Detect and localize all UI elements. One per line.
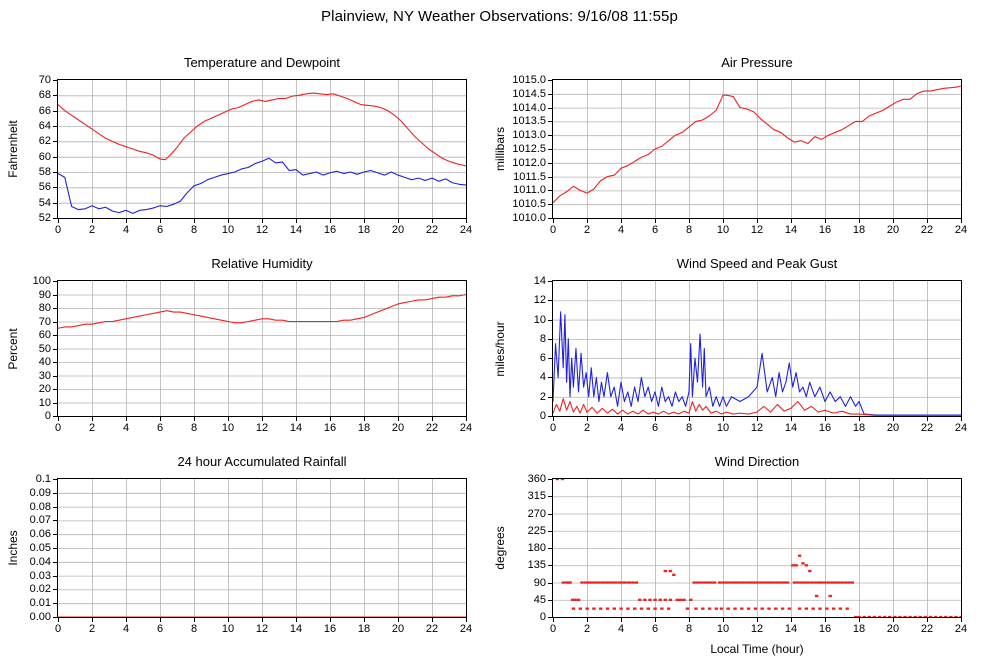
y-tick-mark bbox=[53, 479, 57, 480]
y-tick-label: 68 bbox=[38, 89, 51, 102]
y-tick-label: 1014.0 bbox=[512, 101, 546, 114]
y-tick-label: 135 bbox=[527, 559, 546, 572]
x-tick-label: 6 bbox=[651, 224, 659, 236]
y-tick-label: 1011.0 bbox=[513, 184, 546, 197]
x-tick-label: 2 bbox=[583, 422, 591, 434]
y-tick-mark bbox=[548, 496, 552, 497]
y-tick-mark bbox=[53, 576, 57, 577]
x-tick-label: 2 bbox=[88, 422, 96, 434]
x-tick-mark bbox=[364, 219, 365, 223]
y-tick-label: 1012.0 bbox=[512, 156, 546, 169]
chart-title-wind-speed-and-peak-gust: Wind Speed and Peak Gust bbox=[676, 256, 838, 271]
x-tick-mark bbox=[723, 219, 724, 223]
x-tick-mark bbox=[432, 618, 433, 622]
y-tick-label: 180 bbox=[527, 542, 546, 554]
x-tick-label: 4 bbox=[617, 224, 625, 236]
y-tick-label: 0.09 bbox=[29, 486, 51, 499]
y-tick-label: 50 bbox=[38, 342, 51, 355]
y-tick-label: 70 bbox=[38, 315, 51, 328]
x-tick-mark bbox=[893, 417, 894, 421]
x-tick-mark bbox=[553, 219, 554, 223]
y-tick-label: 56 bbox=[38, 181, 51, 194]
y-tick-mark bbox=[548, 565, 552, 566]
y-tick-label: 0 bbox=[539, 611, 546, 623]
x-tick-label: 10 bbox=[716, 422, 730, 434]
x-tick-mark bbox=[757, 219, 758, 223]
y-tick-label: 1014.5 bbox=[512, 87, 546, 100]
x-tick-label: 2 bbox=[583, 224, 591, 236]
x-tick-mark bbox=[859, 417, 860, 421]
y-tick-label: 315 bbox=[527, 490, 546, 503]
y-tick-mark bbox=[53, 111, 57, 112]
y-tick-label: 1013.5 bbox=[512, 115, 546, 128]
x-tick-mark bbox=[689, 618, 690, 622]
y-axis-label-air-pressure: millibars bbox=[493, 126, 507, 172]
x-tick-label: 2 bbox=[583, 623, 591, 635]
x-tick-label: 10 bbox=[221, 224, 235, 236]
x-tick-label: 12 bbox=[750, 422, 764, 434]
y-tick-mark bbox=[53, 548, 57, 549]
y-tick-mark bbox=[53, 493, 57, 494]
x-tick-label: 6 bbox=[156, 224, 164, 236]
x-tick-label: 10 bbox=[221, 422, 235, 434]
x-tick-label: 8 bbox=[685, 224, 693, 236]
y-axis-label-temperature-and-dewpoint: Fahrenheit bbox=[6, 120, 20, 178]
y-tick-mark bbox=[548, 377, 552, 378]
y-tick-mark bbox=[53, 80, 57, 81]
x-tick-mark bbox=[364, 618, 365, 622]
x-tick-label: 24 bbox=[459, 224, 473, 236]
y-tick-mark bbox=[548, 300, 552, 301]
y-tick-mark bbox=[548, 479, 552, 480]
x-tick-label: 24 bbox=[459, 422, 473, 434]
x-tick-label: 24 bbox=[954, 224, 968, 236]
x-tick-mark bbox=[126, 417, 127, 421]
y-tick-label: 1010.0 bbox=[512, 212, 546, 224]
y-tick-mark bbox=[53, 416, 57, 417]
x-tick-label: 20 bbox=[886, 422, 900, 434]
y-axis-label-wind-direction: degrees bbox=[493, 526, 507, 570]
y-tick-label: 0.08 bbox=[29, 500, 51, 513]
x-tick-mark bbox=[927, 219, 928, 223]
y-tick-label: 60 bbox=[38, 329, 51, 341]
x-tick-label: 18 bbox=[357, 623, 371, 635]
y-tick-mark bbox=[53, 95, 57, 96]
y-tick-label: 30 bbox=[38, 369, 51, 382]
plot-area-wind-speed-and-peak-gust bbox=[552, 280, 962, 417]
y-tick-mark bbox=[53, 349, 57, 350]
x-tick-label: 18 bbox=[852, 422, 866, 434]
y-tick-label: 225 bbox=[527, 524, 546, 537]
y-tick-mark bbox=[548, 397, 552, 398]
x-tick-mark bbox=[825, 417, 826, 421]
y-tick-mark bbox=[548, 416, 552, 417]
y-tick-label: 10 bbox=[533, 313, 546, 326]
y-axis-label-wind-speed-and-peak-gust: miles/hour bbox=[493, 320, 507, 377]
chart-title-relative-humidity: Relative Humidity bbox=[211, 256, 313, 271]
x-tick-mark bbox=[364, 417, 365, 421]
y-tick-mark bbox=[548, 281, 552, 282]
y-tick-mark bbox=[53, 218, 57, 219]
x-axis-label: Local Time (hour) bbox=[710, 642, 804, 656]
x-tick-mark bbox=[961, 417, 962, 421]
x-tick-label: 0 bbox=[54, 623, 62, 635]
plot-area-wind-direction bbox=[552, 478, 962, 618]
y-tick-label: 0.1 bbox=[35, 473, 51, 485]
x-tick-mark bbox=[723, 618, 724, 622]
x-tick-mark bbox=[791, 417, 792, 421]
x-tick-mark bbox=[466, 417, 467, 421]
x-tick-mark bbox=[466, 618, 467, 622]
x-tick-label: 14 bbox=[784, 623, 798, 635]
y-tick-mark bbox=[53, 389, 57, 390]
y-tick-label: 0.03 bbox=[29, 569, 51, 582]
x-tick-mark bbox=[757, 618, 758, 622]
plot-area-relative-humidity bbox=[57, 280, 467, 417]
x-tick-label: 18 bbox=[852, 623, 866, 635]
y-tick-mark bbox=[548, 135, 552, 136]
x-tick-mark bbox=[262, 618, 263, 622]
x-tick-mark bbox=[893, 219, 894, 223]
x-tick-label: 14 bbox=[784, 422, 798, 434]
y-tick-label: 0 bbox=[44, 410, 51, 422]
y-tick-mark bbox=[53, 187, 57, 188]
y-tick-label: 70 bbox=[38, 74, 51, 86]
x-tick-mark bbox=[466, 219, 467, 223]
y-tick-mark bbox=[548, 94, 552, 95]
y-tick-label: 270 bbox=[527, 507, 546, 520]
y-tick-mark bbox=[548, 531, 552, 532]
y-tick-mark bbox=[53, 589, 57, 590]
x-tick-mark bbox=[961, 219, 962, 223]
x-tick-label: 8 bbox=[685, 623, 693, 635]
x-tick-label: 22 bbox=[425, 623, 439, 635]
x-tick-label: 0 bbox=[549, 422, 557, 434]
x-tick-mark bbox=[160, 618, 161, 622]
y-tick-mark bbox=[548, 339, 552, 340]
x-tick-mark bbox=[689, 417, 690, 421]
x-tick-label: 2 bbox=[88, 623, 96, 635]
y-tick-label: 8 bbox=[539, 332, 546, 345]
x-tick-label: 6 bbox=[651, 422, 659, 434]
x-tick-label: 20 bbox=[886, 623, 900, 635]
y-tick-label: 0.05 bbox=[29, 542, 51, 554]
x-tick-label: 20 bbox=[391, 623, 405, 635]
x-tick-label: 16 bbox=[323, 623, 337, 635]
x-tick-mark bbox=[398, 219, 399, 223]
x-tick-label: 18 bbox=[852, 224, 866, 236]
y-tick-label: 1013.0 bbox=[512, 129, 546, 142]
x-tick-label: 6 bbox=[156, 422, 164, 434]
x-tick-mark bbox=[553, 618, 554, 622]
x-tick-mark bbox=[194, 417, 195, 421]
x-tick-label: 12 bbox=[255, 623, 269, 635]
x-tick-label: 24 bbox=[459, 623, 473, 635]
x-tick-mark bbox=[92, 417, 93, 421]
x-tick-mark bbox=[92, 618, 93, 622]
x-tick-mark bbox=[160, 417, 161, 421]
y-tick-mark bbox=[53, 520, 57, 521]
y-tick-label: 54 bbox=[38, 196, 51, 209]
x-tick-label: 20 bbox=[886, 224, 900, 236]
y-tick-label: 0.02 bbox=[29, 583, 51, 596]
x-tick-mark bbox=[432, 417, 433, 421]
x-tick-mark bbox=[126, 618, 127, 622]
x-tick-label: 8 bbox=[190, 623, 198, 635]
x-tick-label: 4 bbox=[617, 623, 625, 635]
x-tick-mark bbox=[689, 219, 690, 223]
x-tick-mark bbox=[655, 219, 656, 223]
x-tick-label: 18 bbox=[357, 224, 371, 236]
x-tick-label: 20 bbox=[391, 422, 405, 434]
y-tick-label: 4 bbox=[539, 371, 546, 384]
x-tick-label: 16 bbox=[323, 224, 337, 236]
x-tick-label: 2 bbox=[88, 224, 96, 236]
x-tick-mark bbox=[791, 618, 792, 622]
x-tick-label: 4 bbox=[122, 422, 130, 434]
x-tick-label: 12 bbox=[750, 224, 764, 236]
x-tick-mark bbox=[160, 219, 161, 223]
y-tick-label: 14 bbox=[533, 275, 546, 287]
y-tick-mark bbox=[53, 507, 57, 508]
y-tick-label: 52 bbox=[38, 212, 51, 224]
page-title: Plainview, NY Weather Observations: 9/16/08 11:55p bbox=[321, 8, 678, 25]
x-tick-label: 6 bbox=[651, 623, 659, 635]
x-tick-mark bbox=[927, 417, 928, 421]
x-tick-label: 12 bbox=[255, 422, 269, 434]
y-tick-label: 80 bbox=[38, 302, 51, 314]
y-tick-mark bbox=[548, 218, 552, 219]
plot-area-temperature-and-dewpoint bbox=[57, 79, 467, 219]
y-tick-label: 62 bbox=[38, 135, 51, 148]
y-tick-mark bbox=[53, 141, 57, 142]
x-tick-mark bbox=[655, 618, 656, 622]
x-tick-label: 0 bbox=[54, 422, 62, 434]
y-tick-mark bbox=[53, 281, 57, 282]
x-tick-mark bbox=[58, 219, 59, 223]
x-tick-label: 14 bbox=[289, 224, 303, 236]
x-tick-mark bbox=[621, 417, 622, 421]
chart-title-air-pressure: Air Pressure bbox=[721, 55, 793, 70]
y-axis-label-24-hour-accumulated-rainfall: Inches bbox=[6, 530, 20, 566]
x-tick-mark bbox=[825, 219, 826, 223]
y-tick-label: 0.07 bbox=[29, 514, 51, 527]
x-tick-label: 16 bbox=[818, 422, 832, 434]
y-tick-label: 2 bbox=[539, 390, 546, 403]
x-tick-label: 0 bbox=[549, 623, 557, 635]
y-axis-label-relative-humidity: Percent bbox=[6, 327, 20, 370]
x-tick-label: 8 bbox=[685, 422, 693, 434]
x-tick-mark bbox=[893, 618, 894, 622]
x-tick-label: 10 bbox=[221, 623, 235, 635]
y-tick-label: 1012.5 bbox=[512, 143, 546, 155]
y-tick-mark bbox=[548, 108, 552, 109]
x-tick-mark bbox=[927, 618, 928, 622]
y-tick-label: 10 bbox=[38, 396, 51, 409]
x-tick-mark bbox=[296, 618, 297, 622]
x-tick-label: 12 bbox=[750, 623, 764, 635]
x-tick-label: 22 bbox=[920, 623, 934, 635]
x-tick-mark bbox=[330, 618, 331, 622]
y-tick-mark bbox=[548, 358, 552, 359]
y-tick-mark bbox=[53, 603, 57, 604]
x-tick-mark bbox=[398, 417, 399, 421]
y-tick-label: 20 bbox=[38, 383, 51, 395]
y-tick-mark bbox=[53, 335, 57, 336]
x-tick-mark bbox=[432, 219, 433, 223]
y-tick-mark bbox=[548, 514, 552, 515]
x-tick-mark bbox=[262, 219, 263, 223]
y-tick-mark bbox=[548, 583, 552, 584]
x-tick-label: 16 bbox=[818, 224, 832, 236]
x-tick-label: 14 bbox=[289, 623, 303, 635]
x-tick-mark bbox=[194, 618, 195, 622]
y-tick-mark bbox=[548, 149, 552, 150]
x-tick-mark bbox=[228, 417, 229, 421]
y-tick-mark bbox=[53, 322, 57, 323]
x-tick-label: 0 bbox=[54, 224, 62, 236]
y-tick-label: 0.00 bbox=[29, 611, 51, 623]
plot-area-24-hour-accumulated-rainfall bbox=[57, 478, 467, 618]
x-tick-label: 4 bbox=[122, 623, 130, 635]
y-tick-mark bbox=[53, 308, 57, 309]
y-tick-mark bbox=[548, 80, 552, 81]
x-tick-label: 22 bbox=[920, 422, 934, 434]
x-tick-label: 12 bbox=[255, 224, 269, 236]
chart-title-24-hour-accumulated-rainfall: 24 hour Accumulated Rainfall bbox=[177, 454, 347, 469]
y-tick-mark bbox=[53, 295, 57, 296]
x-tick-mark bbox=[587, 618, 588, 622]
x-tick-mark bbox=[330, 417, 331, 421]
x-tick-label: 16 bbox=[818, 623, 832, 635]
y-tick-mark bbox=[53, 126, 57, 127]
y-tick-mark bbox=[53, 157, 57, 158]
y-tick-mark bbox=[53, 172, 57, 173]
y-tick-label: 60 bbox=[38, 150, 51, 163]
x-tick-label: 22 bbox=[920, 224, 934, 236]
y-tick-label: 64 bbox=[38, 120, 51, 132]
x-tick-label: 20 bbox=[391, 224, 405, 236]
x-tick-mark bbox=[228, 618, 229, 622]
y-tick-mark bbox=[548, 600, 552, 601]
y-tick-label: 0.06 bbox=[29, 528, 51, 541]
x-tick-label: 24 bbox=[954, 422, 968, 434]
x-tick-label: 22 bbox=[425, 224, 439, 236]
x-tick-mark bbox=[553, 417, 554, 421]
y-tick-mark bbox=[548, 177, 552, 178]
x-tick-mark bbox=[621, 618, 622, 622]
y-tick-label: 1011.5 bbox=[513, 170, 546, 183]
y-tick-mark bbox=[548, 548, 552, 549]
x-tick-mark bbox=[757, 417, 758, 421]
y-tick-mark bbox=[548, 121, 552, 122]
x-tick-mark bbox=[825, 618, 826, 622]
x-tick-mark bbox=[330, 219, 331, 223]
y-tick-mark bbox=[53, 403, 57, 404]
x-tick-mark bbox=[587, 417, 588, 421]
x-tick-mark bbox=[859, 219, 860, 223]
y-tick-label: 90 bbox=[38, 288, 51, 301]
y-tick-mark bbox=[548, 204, 552, 205]
y-tick-label: 66 bbox=[38, 104, 51, 117]
y-tick-mark bbox=[53, 203, 57, 204]
y-tick-mark bbox=[53, 534, 57, 535]
y-tick-label: 0.04 bbox=[29, 555, 51, 568]
x-tick-mark bbox=[296, 219, 297, 223]
y-tick-mark bbox=[53, 362, 57, 363]
chart-title-wind-direction: Wind Direction bbox=[714, 454, 800, 469]
x-tick-label: 18 bbox=[357, 422, 371, 434]
chart-title-temperature-and-dewpoint: Temperature and Dewpoint bbox=[183, 55, 341, 70]
x-tick-label: 16 bbox=[323, 422, 337, 434]
x-tick-mark bbox=[58, 417, 59, 421]
y-tick-label: 90 bbox=[533, 576, 546, 589]
y-tick-mark bbox=[53, 562, 57, 563]
x-tick-mark bbox=[655, 417, 656, 421]
x-tick-mark bbox=[92, 219, 93, 223]
y-tick-mark bbox=[548, 163, 552, 164]
y-tick-label: 12 bbox=[533, 294, 546, 307]
x-tick-label: 24 bbox=[954, 623, 968, 635]
y-tick-label: 58 bbox=[38, 166, 51, 178]
x-tick-mark bbox=[262, 417, 263, 421]
x-tick-mark bbox=[723, 417, 724, 421]
x-tick-mark bbox=[859, 618, 860, 622]
x-tick-mark bbox=[791, 219, 792, 223]
y-tick-label: 1010.5 bbox=[512, 198, 546, 211]
x-tick-label: 10 bbox=[716, 623, 730, 635]
x-tick-mark bbox=[228, 219, 229, 223]
x-tick-mark bbox=[296, 417, 297, 421]
x-tick-label: 14 bbox=[289, 422, 303, 434]
x-tick-mark bbox=[398, 618, 399, 622]
x-tick-mark bbox=[194, 219, 195, 223]
x-tick-mark bbox=[961, 618, 962, 622]
x-tick-label: 4 bbox=[122, 224, 130, 236]
x-tick-label: 8 bbox=[190, 422, 198, 434]
y-tick-mark bbox=[53, 376, 57, 377]
y-tick-label: 0.01 bbox=[29, 597, 51, 610]
x-tick-mark bbox=[126, 219, 127, 223]
plot-area-air-pressure bbox=[552, 79, 962, 219]
y-tick-mark bbox=[53, 617, 57, 618]
x-tick-mark bbox=[58, 618, 59, 622]
y-tick-label: 40 bbox=[38, 356, 51, 368]
y-tick-mark bbox=[548, 617, 552, 618]
x-tick-label: 22 bbox=[425, 422, 439, 434]
y-tick-label: 0 bbox=[539, 410, 546, 422]
y-tick-label: 1015.0 bbox=[512, 74, 546, 86]
x-tick-mark bbox=[587, 219, 588, 223]
x-tick-label: 0 bbox=[549, 224, 557, 236]
x-tick-label: 10 bbox=[716, 224, 730, 236]
y-tick-label: 100 bbox=[32, 275, 51, 287]
y-tick-label: 360 bbox=[527, 473, 546, 485]
y-tick-mark bbox=[548, 320, 552, 321]
x-tick-label: 14 bbox=[784, 224, 798, 236]
x-tick-mark bbox=[621, 219, 622, 223]
x-tick-label: 4 bbox=[617, 422, 625, 434]
y-tick-mark bbox=[548, 190, 552, 191]
y-tick-label: 6 bbox=[539, 352, 546, 365]
x-tick-label: 8 bbox=[190, 224, 198, 236]
x-tick-label: 6 bbox=[156, 623, 164, 635]
y-tick-label: 45 bbox=[533, 593, 546, 606]
